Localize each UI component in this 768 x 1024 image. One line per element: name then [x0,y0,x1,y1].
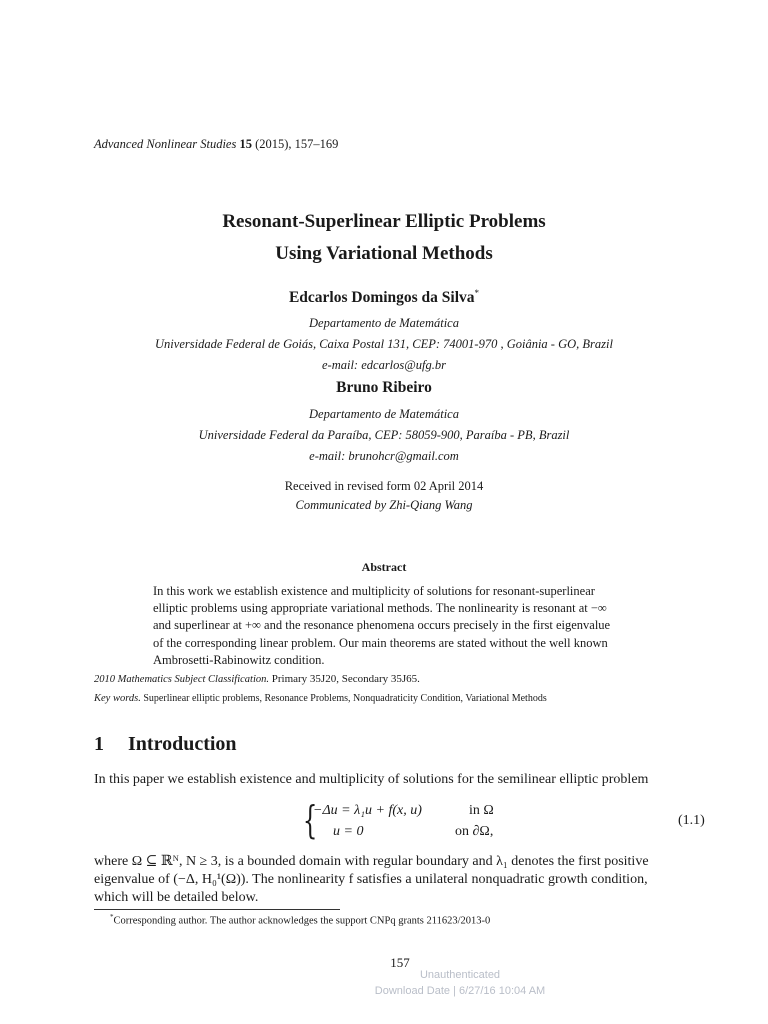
author-1-institution: Universidade Federal de Goiás, Caixa Postal 131, CEP: 74001-970 , Goiânia - GO, Brazil [155,337,613,351]
equation-row-2-domain: on ∂Ω, [455,824,494,839]
footnote-mark: * [110,913,114,921]
msc-label: 2010 Mathematics Subject Classification. [94,674,269,685]
communicated-by: Communicated by Zhi-Qiang Wang [295,498,473,512]
left-brace: { [302,798,318,842]
received-date: Received in revised form 02 April 2014 [284,479,484,493]
keywords [94,693,547,704]
equation-row-1-lhs: −Δu = λ₁u + f(x, u) [313,803,422,818]
abstract-heading: Abstract [361,560,407,574]
author-1-name: Edcarlos Domingos da Silva* [288,288,480,307]
footnote [110,913,490,927]
section-heading [94,733,237,756]
intro-paragraph: In this paper we establish existence and multiplicity of solutions for the semilinear elliptic problem [94,772,649,787]
abstract-body [153,583,655,669]
abstract-line: and superlinear at +∞ and the resonance phenomena occurs precisely in the first eigenvalue [153,618,611,633]
journal-pages: (2015), 157–169 [251,137,339,151]
journal-header [94,137,338,152]
watermark-line-2: Download Date | 6/27/16 10:04 AM [374,985,546,997]
section-number: 1 [94,733,104,755]
equation-row-2-lhs: u = 0 [333,824,364,839]
body-paragraph [94,853,708,907]
author-2-institution: Universidade Federal da Paraíba, CEP: 58059-900, Paraíba - PB, Brazil [198,428,570,442]
abstract-line: elliptic problems using appropriate variational methods. The nonlinearity is resonant at −∞ [153,601,607,616]
equation-row-1-domain: in Ω [469,803,494,818]
keywords-label: Key words. [94,693,141,704]
abstract-line: Ambrosetti-Rabinowitz condition. [153,652,325,667]
body-line: eigenvalue of (−Δ, H₀¹(Ω)). The nonlinearity f satisfies a unilateral nonquadratic growth condition, [94,872,648,887]
journal-name: Advanced Nonlinear Studies [94,137,237,151]
paper-title [0,206,768,270]
author-1-mark: * [474,288,480,298]
keywords-value: Superlinear elliptic problems, Resonance Problems, Nonquadraticity Condition, Variational Methods [143,693,547,704]
abstract-line: In this work we establish existence and multiplicity of solutions for resonant-superlinear [153,584,595,598]
author-2-name: Bruno Ribeiro [336,379,432,396]
title-line-2: Using Variational Methods [275,243,493,264]
abstract-line: of the corresponding linear problem. Our main theorems are stated without the well known [153,635,608,650]
body-line: where Ω ⊆ ℝᴺ, N ≥ 3, is a bounded domain with regular boundary and λ₁ denotes the first positive [94,854,649,869]
equation-number: (1.1) [678,813,705,828]
title-line-1: Resonant-Superlinear Elliptic Problems [222,211,546,232]
journal-volume: 15 [239,137,252,151]
footnote-rule [94,909,340,910]
author-2-email: e-mail: brunohcr@gmail.com [309,449,459,463]
author-1-department: Departamento de Matemática [309,316,459,330]
footnote-text: Corresponding author. The author acknowledges the support CNPq grants 211623/2013-0 [113,915,491,927]
msc-classification [94,673,420,685]
section-title: Introduction [128,733,237,755]
watermark-line-1: Unauthenticated [419,969,501,981]
body-line: which will be detailed below. [94,890,259,905]
author-2-department: Departamento de Matemática [309,407,459,421]
author-1-email: e-mail: edcarlos@ufg.br [322,358,446,372]
msc-value: Primary 35J20, Secondary 35J65. [271,673,420,685]
page-number: 157 [390,955,410,970]
